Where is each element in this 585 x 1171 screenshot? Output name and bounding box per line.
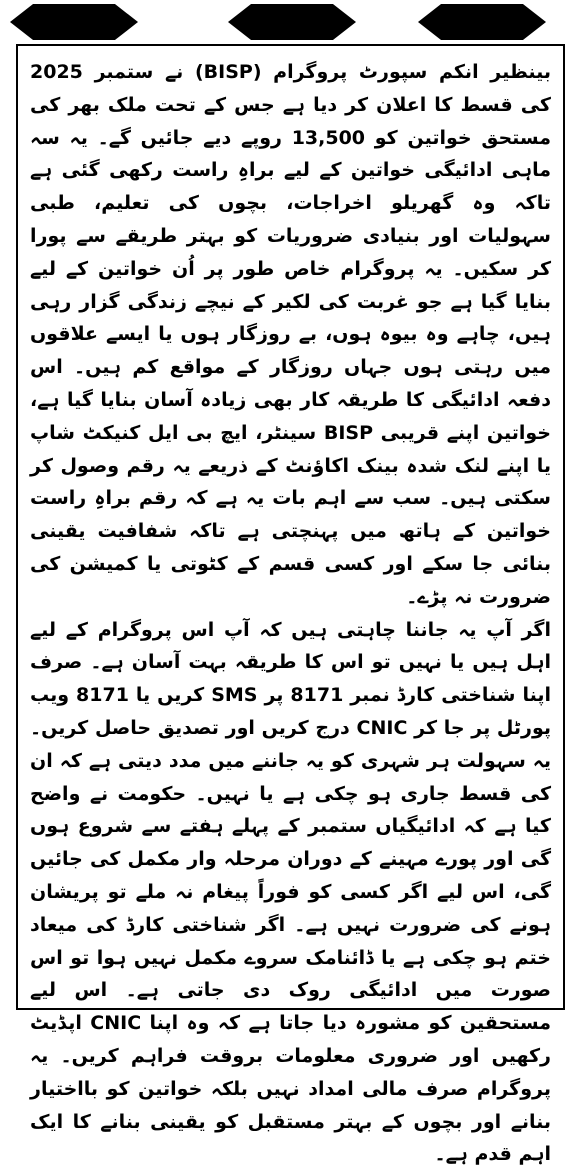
article-paragraph: بینظیر انکم سپورٹ پروگرام (BISP) نے ستمبر 2025 کی قسط کا اعلان کر دیا ہے جس کے تحت ملک بھر کی مستحق خواتین کو 13,500 روپے دیے جائیں گے۔ یہ سہ ماہی ادائیگی خواتین کے لیے براہِ راست رکھی گئی ہے تاکہ وہ گھریلو اخراجات، بچوں کی تعلیم، طبی سہولیات اور بنیادی ضروریات کو بہتر طریقے سے پورا کر سکیں۔ یہ پروگرام خاص طور پر اُن خواتین کے لیے بنایا گیا ہے جو غربت کی لکیر کے نیچے زندگی گزار رہی ہیں، چاہے وہ بیوہ ہوں، بے روزگار ہوں یا ایسے علاقوں میں رہتی ہوں جہاں روزگار کے مواقع کم ہیں۔ اس دفعہ ادائیگی کا طریقہ کار بھی زیادہ آسان بنایا گیا ہے، خواتین اپنے قریبی BISP سینٹر، ایچ بی ایل کنیکٹ شاپ یا اپنے لنک شدہ بینک اکاؤنٹ کے ذریعے یہ رقم وصول کر سکتی ہیں۔ سب سے اہم بات یہ ہے کہ رقم براہِ راست خواتین کے ہاتھ میں پہنچتی ہے تاکہ شفافیت یقینی بنائی جا سکے اور کسی قسم کے کٹوتی یا کمیشن کی ضرورت نہ پڑے۔	[30, 61, 552, 608]
article-body	[30, 56, 551, 1171]
header-tab-shape	[228, 4, 356, 40]
header-tab-shape	[10, 4, 138, 40]
article-paragraph: اگر آپ یہ جاننا چاہتی ہیں کہ آپ اس پروگرام کے لیے اہل ہیں یا نہیں تو اس کا طریقہ بہت آسان ہے۔ صرف اپنا شناختی کارڈ نمبر 8171 پر SMS کریں یا 8171 ویب پورٹل پر جا کر CNIC درج کریں اور تصدیق حاصل کریں۔ یہ سہولت ہر شہری کو یہ جاننے میں مدد دیتی ہے کہ ان کی قسط جاری ہو چکی ہے یا نہیں۔ حکومت نے واضح کیا ہے کہ ادائیگیاں ستمبر کے پہلے ہفتے سے شروع ہوں گی اور پورے مہینے کے دوران مرحلہ وار مکمل کی جائیں گی، اس لیے اگر کسی کو فوراً پیغام نہ ملے تو پریشان ہونے کی ضرورت نہیں ہے۔ اگر شناختی کارڈ کی میعاد ختم ہو چکی ہے یا ڈائنامک سروے مکمل نہیں ہوا تو اس صورت میں ادائیگی روک دی جاتی ہے۔ اس لیے مستحقین کو مشورہ دیا جاتا ہے کہ وہ اپنا CNIC اپڈیٹ رکھیں اور ضروری معلومات بروقت فراہم کریں۔ یہ پروگرام صرف مالی امداد نہیں بلکہ خواتین کو بااختیار بنانے اور بچوں کے بہتر مستقبل کو یقینی بنانے کا ایک اہم قدم ہے۔	[30, 618, 552, 1166]
header-tab-shape	[418, 4, 546, 40]
article-frame	[16, 44, 565, 1166]
decorative-header-tabs	[0, 0, 585, 44]
